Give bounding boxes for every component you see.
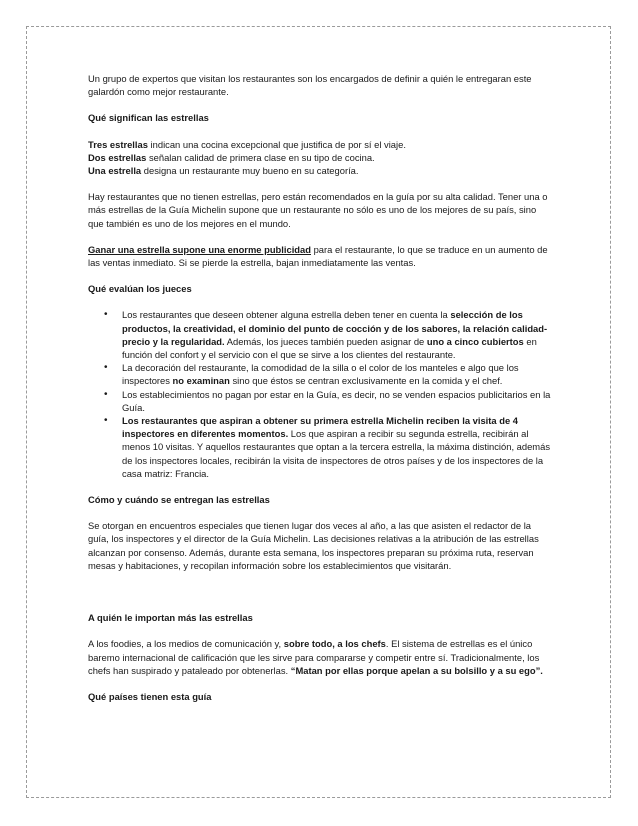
bullet-2-text-c: sino que éstos se centran exclusivamente en la comida y el chef.	[229, 375, 503, 387]
importance-text-c: . El sistema de estrellas es el único baremo internacional de calificación que les sirve para compararse y competir entre sí. Tradicionalmente, los chefs han suspirado y pataleado por obtenerlas.	[88, 638, 540, 676]
list-item	[122, 308, 552, 361]
heading-a-quien-importan: A quién le importan más las estrellas	[88, 612, 253, 624]
publicity-emphasis: Ganar una estrella supone una enorme publicidad	[88, 243, 311, 255]
bullet-2-text-a: La decoración del restaurante, la comodidad de la silla o el color de los manteles e algo que los inspectores	[122, 362, 519, 387]
heading-como-y-cuando: Cómo y cuándo se entregan las estrellas	[88, 494, 270, 506]
two-stars-text: señalan calidad de primera clase en su tipo de cocina.	[146, 151, 375, 163]
list-item	[122, 361, 552, 387]
importance-text-a: A los foodies, a los medios de comunicación y,	[88, 638, 284, 650]
publicity-paragraph	[88, 243, 552, 269]
bullet-1-text-e: en función del confort y el servicio con el que se sirve a los clientes del restaurante.	[122, 335, 537, 361]
bullet-1-text-c: Además, los jueces también pueden asignar de	[224, 335, 427, 347]
bullet-3-text: Los establecimientos no pagan por estar en la Guía, es decir, no se venden espacios publicitarios en la Guía.	[122, 388, 551, 413]
importance-paragraph	[88, 637, 552, 677]
importance-bold-chefs: sobre todo, a los chefs	[283, 638, 386, 650]
three-stars-text: indican una cocina excepcional que justifica de por sí el viaje.	[147, 138, 406, 150]
recommended-paragraph: Hay restaurantes que no tienen estrellas, pero están recomendados en la guía por su alta calidad. Tener una o más estrellas de la Guía Michelin supone que un restaurante no sólo es uno de los mejores de su país, sino que también es uno de los mejores en el mundo.	[88, 191, 548, 229]
bullet-2-bold: no examinan	[172, 375, 230, 387]
ceremony-paragraph: Se otorgan en encuentros especiales que tienen lugar dos veces al año, a las que asisten el redactor de la guía, los inspectores y el director de la Guía Michelin. Las decisiones relativas a la atribución de las estrellas alcanzan por consenso. Además, durante esta semana, los inspectores preparan su próxima ruta, reservan mesas y habitaciones, y recopilan información sobre los establecimientos que visitarán.	[88, 520, 539, 571]
heading-que-paises: Qué países tienen esta guía	[88, 690, 212, 702]
document-body	[88, 72, 552, 703]
heading-que-evaluan: Qué evalúan los jueces	[88, 283, 192, 295]
three-stars-label: Tres estrellas	[88, 138, 148, 150]
one-star-label: Una estrella	[88, 165, 142, 177]
publicity-text: para el restaurante, lo que se traduce en un aumento de las ventas inmediato. Si se pierde la estrella, bajan inmediatamente las ventas.	[88, 243, 548, 269]
heading-que-significan: Qué significan las estrellas	[88, 112, 209, 124]
criteria-list	[88, 308, 552, 480]
stars-description	[88, 138, 552, 178]
intro-paragraph: Un grupo de expertos que visitan los restaurantes son los encargados de definir a quién le entregaran este galardón como mejor restaurante.	[88, 73, 532, 98]
one-star-text: designa un restaurante muy bueno en su categoría.	[141, 165, 359, 177]
importance-quote: “Matan por ellas porque apelan a su bolsillo y a su ego”.	[290, 664, 543, 676]
bullet-1-text-a: Los restaurantes que deseen obtener alguna estrella deben tener en cuenta la	[122, 309, 451, 321]
bullet-1-bold-criteria: selección de los productos, la creatividad, el dominio del punto de cocción y de los sabores, la relación calidad-precio y la regularidad.	[122, 309, 548, 347]
bullet-4-text: Los que aspiran a recibir su segunda estrella, recibirán al menos 10 visitas. Y aquellos restaurantes que optan a la tercera estrella, la máxima distinción, además de los inspectores locales, recibirán la visita de inspectores de otros países y de los inspectores de la casa matriz: Francia.	[122, 428, 551, 479]
two-stars-label: Dos estrellas	[88, 151, 147, 163]
bullet-4-bold: Los restaurantes que aspiran a obtener su primera estrella Michelin reciben la visita de 4 inspectores en diferentes momentos.	[122, 415, 518, 440]
bullet-1-bold-cubiertos: uno a cinco cubiertos	[426, 335, 524, 347]
list-item	[122, 388, 552, 414]
list-item	[122, 414, 552, 480]
